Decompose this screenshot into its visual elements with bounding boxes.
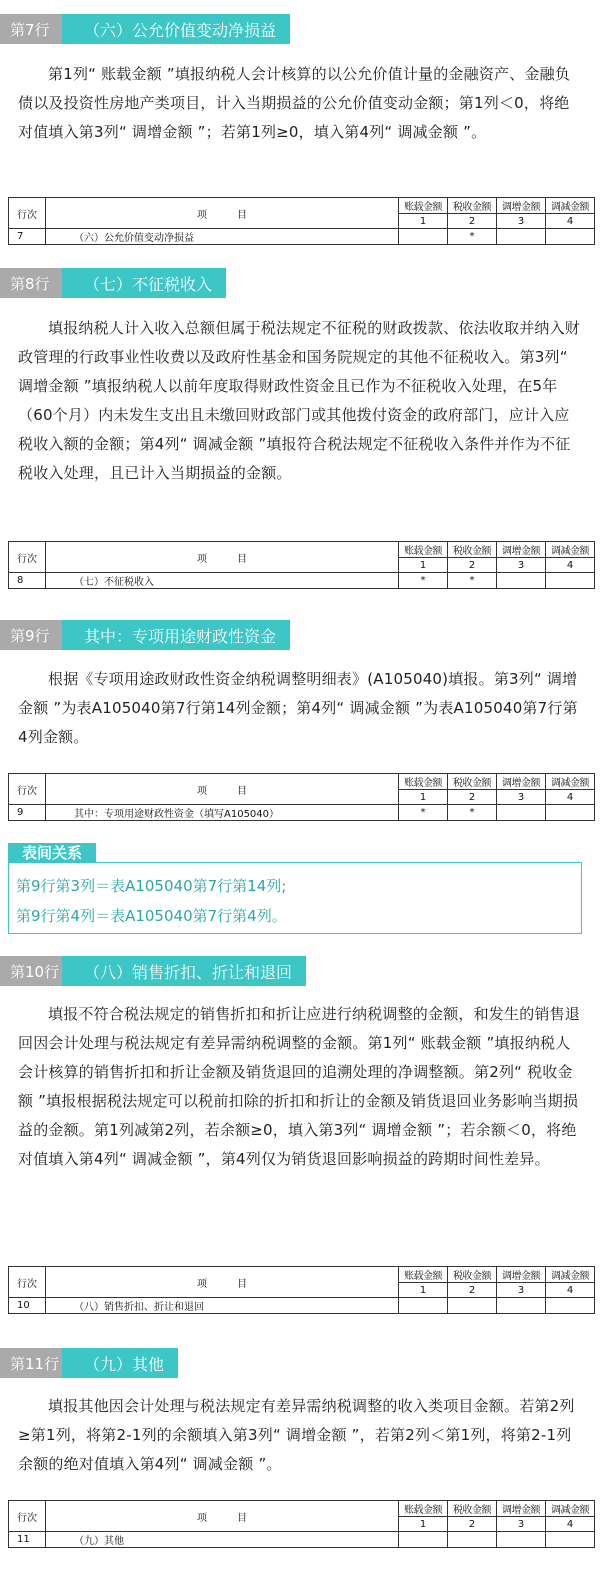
value-cell-4 bbox=[546, 573, 595, 589]
header-rowno: 行次 bbox=[9, 774, 46, 805]
section-header bbox=[0, 620, 600, 650]
value-cell-3 bbox=[497, 1298, 546, 1314]
header-rowno: 行次 bbox=[9, 1267, 46, 1298]
header-col2: 税收金额 bbox=[448, 542, 497, 558]
value-cell-2 bbox=[448, 1532, 497, 1548]
header-item: 项 目 bbox=[46, 774, 399, 805]
header-num1: 1 bbox=[399, 214, 448, 229]
header-col2: 税收金额 bbox=[448, 1267, 497, 1283]
header-col2: 税收金额 bbox=[448, 1501, 497, 1517]
value-cell-3 bbox=[497, 229, 546, 245]
value-cell-1: * bbox=[399, 573, 448, 589]
header-item: 项 目 bbox=[46, 542, 399, 573]
section-row-9 bbox=[0, 620, 600, 650]
section-header bbox=[0, 956, 600, 986]
section-paragraph: 第1列“ 账载金额 ”填报纳税人会计核算的以公允价值计量的金融资产、金融负债以及投资性房地产类项目，计入当期损益的公允价值变动金额；第1列＜0，将绝对值填入第3列“ 调增金额 ”；若第1列≥0，填入第4列“ 调减金额 ”。 bbox=[18, 65, 571, 141]
header-num1: 1 bbox=[399, 790, 448, 805]
value-cell-4 bbox=[546, 229, 595, 245]
row-number-label: 第8行 bbox=[0, 268, 62, 298]
row-number-label: 第7行 bbox=[0, 14, 62, 44]
header-col4: 调减金额 bbox=[546, 1501, 595, 1517]
value-cell-1: * bbox=[399, 805, 448, 821]
value-cell-2: * bbox=[448, 573, 497, 589]
value-cell-3 bbox=[497, 573, 546, 589]
table-row bbox=[9, 1298, 595, 1314]
header-col4: 调减金额 bbox=[546, 774, 595, 790]
section-header bbox=[0, 268, 600, 298]
header-num2: 2 bbox=[448, 558, 497, 573]
value-cell-3 bbox=[497, 805, 546, 821]
header-col1: 账载金额 bbox=[399, 542, 448, 558]
value-cell-2: * bbox=[448, 229, 497, 245]
form-table bbox=[8, 197, 595, 245]
header-num3: 3 bbox=[497, 558, 546, 573]
item-cell: （六）公允价值变动净损益 bbox=[46, 229, 399, 245]
table-row bbox=[9, 805, 595, 821]
section-row-10 bbox=[0, 956, 600, 986]
header-col4: 调减金额 bbox=[546, 1267, 595, 1283]
header-col2: 税收金额 bbox=[448, 774, 497, 790]
row-number-label: 第10行 bbox=[0, 956, 62, 986]
row-number-label: 第11行 bbox=[0, 1348, 62, 1378]
table-row bbox=[9, 1532, 595, 1548]
row-number-label: 第9行 bbox=[0, 620, 62, 650]
value-cell-4 bbox=[546, 1298, 595, 1314]
header-num3: 3 bbox=[497, 790, 546, 805]
section-paragraph: 填报纳税人计入收入总额但属于税法规定不征税的财政拨款、依法收取并纳入财政管理的行政事业性收费以及政府性基金和国务院规定的其他不征税收入。第3列“ 调增金额 ”填报纳税人以前年度取得财政性资金且已作为不征税收入处理，在5年（60个月）内未发生支出且未缴回财政部门或其他拨付资金的政府部门，应计入应税收入额的金额；第4列“ 调减金额 ”填报符合税法规定不征税收入条件并作为不征税收入处理，且已计入当期损益的金额。 bbox=[18, 319, 581, 482]
value-cell-3 bbox=[497, 1532, 546, 1548]
value-cell-2: * bbox=[448, 805, 497, 821]
section-row-8 bbox=[0, 268, 600, 298]
value-cell-2 bbox=[448, 1298, 497, 1314]
row-no-cell: 11 bbox=[9, 1532, 46, 1548]
form-table bbox=[8, 541, 595, 589]
row-no-cell: 8 bbox=[9, 573, 46, 589]
section-title: （六）公允价值变动净损益 bbox=[62, 14, 290, 44]
header-num4: 4 bbox=[546, 214, 595, 229]
row-no-cell: 10 bbox=[9, 1298, 46, 1314]
header-col1: 账载金额 bbox=[399, 774, 448, 790]
header-num4: 4 bbox=[546, 1517, 595, 1532]
table-row bbox=[9, 229, 595, 245]
section-title: （七）不征税收入 bbox=[62, 268, 226, 298]
header-col4: 调减金额 bbox=[546, 542, 595, 558]
header-col3: 调增金额 bbox=[497, 1501, 546, 1517]
header-rowno: 行次 bbox=[9, 198, 46, 229]
relation-label: 表间关系 bbox=[8, 843, 96, 863]
row-no-cell: 9 bbox=[9, 805, 46, 821]
header-num4: 4 bbox=[546, 790, 595, 805]
relation-line: 第9行第4列＝表A105040第7行第4列。 bbox=[16, 907, 287, 925]
section-row-11 bbox=[0, 1348, 600, 1378]
section-row-7 bbox=[0, 14, 600, 44]
header-num2: 2 bbox=[448, 1283, 497, 1298]
header-item: 项 目 bbox=[46, 1501, 399, 1532]
header-num1: 1 bbox=[399, 558, 448, 573]
header-col3: 调增金额 bbox=[497, 542, 546, 558]
header-col1: 账载金额 bbox=[399, 1501, 448, 1517]
value-cell-1 bbox=[399, 1298, 448, 1314]
section-title: （八）销售折扣、折让和退回 bbox=[62, 956, 306, 986]
header-num4: 4 bbox=[546, 1283, 595, 1298]
table-row bbox=[9, 573, 595, 589]
header-col1: 账载金额 bbox=[399, 198, 448, 214]
value-cell-1 bbox=[399, 1532, 448, 1548]
header-num2: 2 bbox=[448, 790, 497, 805]
form-table bbox=[8, 773, 595, 821]
header-col2: 税收金额 bbox=[448, 198, 497, 214]
header-num3: 3 bbox=[497, 214, 546, 229]
form-table bbox=[8, 1266, 595, 1314]
header-col3: 调增金额 bbox=[497, 1267, 546, 1283]
value-cell-4 bbox=[546, 805, 595, 821]
value-cell-4 bbox=[546, 1532, 595, 1548]
section-title: 其中：专项用途财政性资金 bbox=[62, 620, 290, 650]
header-col3: 调增金额 bbox=[497, 198, 546, 214]
section-header bbox=[0, 1348, 600, 1378]
item-cell: （八）销售折扣、折让和退回 bbox=[46, 1298, 399, 1314]
header-num1: 1 bbox=[399, 1283, 448, 1298]
section-header bbox=[0, 14, 600, 44]
header-num3: 3 bbox=[497, 1283, 546, 1298]
header-num2: 2 bbox=[448, 1517, 497, 1532]
header-col3: 调增金额 bbox=[497, 774, 546, 790]
header-num4: 4 bbox=[546, 558, 595, 573]
item-cell: 其中：专项用途财政性资金（填写A105040） bbox=[46, 805, 399, 821]
row-no-cell: 7 bbox=[9, 229, 46, 245]
header-col4: 调减金额 bbox=[546, 198, 595, 214]
section-paragraph: 填报其他因会计处理与税法规定有差异需纳税调整的收入类项目金额。若第2列≥第1列，将第2-1列的余额填入第3列“ 调增金额 ”，若第2列＜第1列，将第2-1列余额的绝对值填入第4列“ 调减金额 ”。 bbox=[18, 1397, 575, 1473]
header-item: 项 目 bbox=[46, 198, 399, 229]
relation-line: 第9行第3列＝表A105040第7行第14列; bbox=[16, 877, 287, 895]
header-num3: 3 bbox=[497, 1517, 546, 1532]
header-rowno: 行次 bbox=[9, 1501, 46, 1532]
header-item: 项 目 bbox=[46, 1267, 399, 1298]
value-cell-1 bbox=[399, 229, 448, 245]
form-table bbox=[8, 1500, 595, 1548]
section-paragraph: 填报不符合税法规定的销售折扣和折让应进行纳税调整的金额，和发生的销售退回因会计处理与税法规定有差异需纳税调整的金额。第1列“ 账载金额 ”填报纳税人会计核算的销售折扣和折让金额及销货退回的追溯处理的净调整额。第2列“ 税收金额 ”填报根据税法规定可以税前扣除的折扣和折让的金额及销货退回业务影响当期损益的金额。第1列减第2列，若余额≥0，填入第3列“ 调增金额 ”；若余额＜0，将绝对值填入第4列“ 调减金额 ”，第4列仅为销货退回影响损益的跨期时间性差异。 bbox=[18, 1005, 581, 1168]
header-col1: 账载金额 bbox=[399, 1267, 448, 1283]
item-cell: （七）不征税收入 bbox=[46, 573, 399, 589]
section-paragraph: 根据《专项用途政财政性资金纳税调整明细表》(A105040)填报。第3列“ 调增金额 ”为表A105040第7行第14列金额；第4列“ 调减金额 ”为表A105040第7行第4列金额。 bbox=[18, 670, 578, 746]
header-rowno: 行次 bbox=[9, 542, 46, 573]
header-num2: 2 bbox=[448, 214, 497, 229]
item-cell: （九）其他 bbox=[46, 1532, 399, 1548]
section-title: （九）其他 bbox=[62, 1348, 178, 1378]
header-num1: 1 bbox=[399, 1517, 448, 1532]
